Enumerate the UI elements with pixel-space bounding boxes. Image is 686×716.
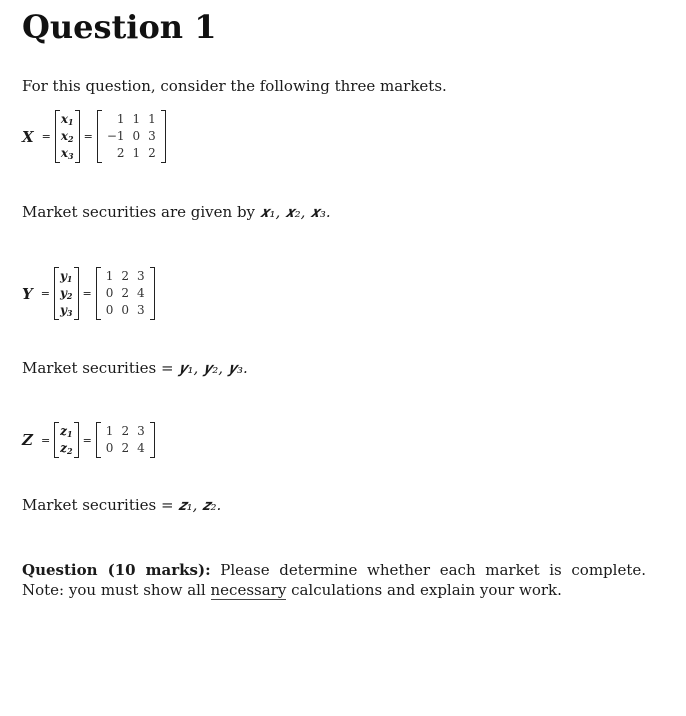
matrix-cell: 4 [137,286,145,300]
matrix-row [102,268,149,285]
vector-entry [60,285,73,302]
market-z-equation [22,422,155,458]
matrix-cell: 2 [121,269,129,283]
vector-entry [61,128,74,145]
vector-entry-var: x [60,112,69,126]
matrix-row [102,302,149,319]
market-x-securities-math: 𝒙₁, 𝒙₂, 𝒙₃. [259,203,331,221]
matrix-row [102,423,149,440]
vector-entry-var: x [60,129,69,143]
matrix-row [103,111,160,128]
vector-entry-sub: 1 [66,274,73,284]
market-z-securities-math: 𝒛₁, 𝒛₂. [178,496,222,514]
market-x-matrix [97,110,166,163]
question-block [22,560,646,600]
vector-entry-sub: 3 [66,308,73,318]
vector-entry-var: z [60,441,67,455]
market-z-vector [54,422,78,458]
matrix-cell: 2 [148,146,156,160]
matrix-row [103,145,160,162]
matrix-cell: 2 [116,146,125,160]
matrix-cell: 3 [137,424,145,438]
market-z-label: Z [22,431,33,449]
vector-entry-sub: 1 [67,429,73,439]
matrix-cell: 2 [121,441,130,455]
vector-entry [60,423,72,440]
vector-entry-var: z [60,424,67,438]
matrix-cell: 0 [105,286,114,300]
vector-entry-sub: 2 [68,134,74,144]
matrix-cell: 1 [132,146,141,160]
matrix-cell: 2 [121,286,129,300]
market-x-label: X [22,127,34,146]
matrix-row [102,285,149,302]
matrix-cell: 1 [132,112,141,126]
market-x-equation [22,110,166,163]
matrix-cell: 1 [148,112,156,126]
question-label: Question (10 marks): [22,561,211,579]
vector-entry-var: y [59,269,67,283]
equals-sign: = [82,433,92,447]
market-x-securities-text: Market securities are given by [22,203,260,221]
matrix-cell: 1 [105,424,114,438]
vector-entry-var: x [60,146,69,160]
market-x-securities [22,203,331,221]
equals-sign: = [40,287,50,300]
market-y-label: Y [22,284,33,303]
equals-sign: = [83,130,93,143]
market-y-securities-text: Market securities = [22,359,179,377]
market-y-matrix [96,267,155,320]
matrix-cell: 0 [105,441,114,455]
intro-text: For this question, consider the following three markets. [22,77,447,95]
market-y-securities [22,359,248,377]
matrix-row [102,440,149,457]
matrix-cell: 1 [116,112,125,126]
matrix-cell: 0 [105,303,114,317]
vector-entry [60,268,73,285]
vector-entry-sub: 1 [68,117,74,127]
market-z-securities [22,496,221,514]
vector-entry-var: y [59,286,67,300]
market-y-securities-math: 𝒚₁, 𝒚₂, 𝒚₃. [178,359,248,377]
market-z-securities-text: Market securities = [22,496,179,514]
vector-entry-sub: 3 [68,151,74,161]
question-text-after: calculations and explain your work. [286,581,562,599]
vector-entry-sub: 2 [67,446,73,456]
vector-entry [60,302,73,319]
matrix-row [103,128,160,145]
matrix-cell: 1 [105,269,114,283]
matrix-cell: 3 [137,303,145,317]
vector-entry [61,111,74,128]
equals-sign: = [40,433,51,447]
vector-entry [60,440,72,457]
equals-sign: = [41,130,51,143]
market-z-matrix [96,422,155,458]
market-y-vector [54,267,79,320]
matrix-cell: 2 [121,424,130,438]
vector-entry [61,145,74,162]
vector-entry-sub: 2 [66,291,73,301]
market-x-vector [55,110,80,163]
page-title: Question 1 [22,8,217,46]
matrix-cell: 0 [132,129,141,143]
matrix-cell: −1 [106,129,125,143]
market-y-equation [22,267,155,320]
equals-sign: = [82,287,92,300]
matrix-cell: 3 [148,129,156,143]
matrix-cell: 3 [137,269,145,283]
question-underlined-word: necessary [210,581,287,599]
matrix-cell: 4 [137,441,145,455]
vector-entry-var: y [59,303,67,317]
question-text-before: Please determine whether each market is complete. Note: you must show all [22,561,646,599]
matrix-cell: 0 [121,303,129,317]
